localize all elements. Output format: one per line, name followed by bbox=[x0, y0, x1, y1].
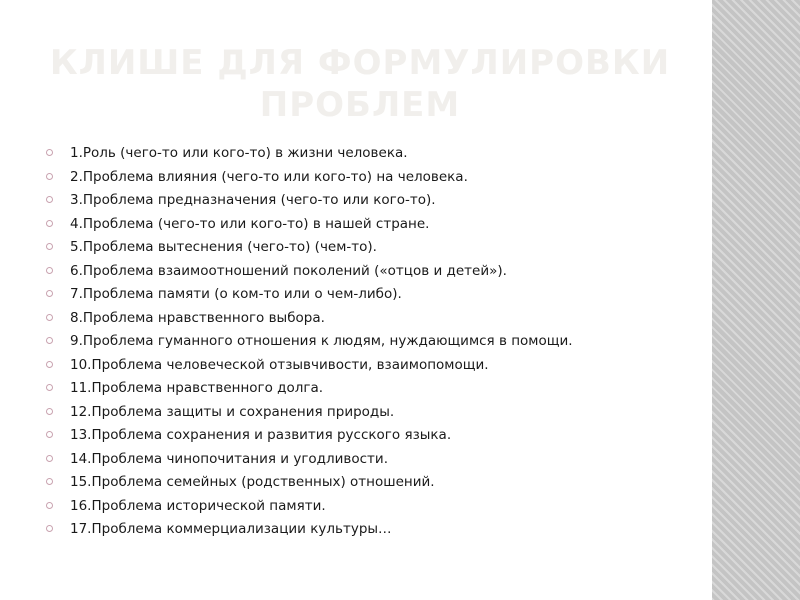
list-item bbox=[46, 283, 706, 307]
list-item-text: 7.Проблема памяти (о ком-то или о чем-либо). bbox=[70, 286, 402, 302]
list-item-text: 3.Проблема предназначения (чего-то или кого-то). bbox=[70, 192, 436, 208]
list-item-text: 15.Проблема семейных (родственных) отношений. bbox=[70, 474, 435, 490]
bullet-icon bbox=[46, 431, 53, 438]
title-line-1: КЛИШЕ ДЛЯ ФОРМУЛИРОВКИ bbox=[49, 43, 671, 83]
bullet-icon bbox=[46, 149, 53, 156]
list-item bbox=[46, 401, 706, 425]
list-item-text: 8.Проблема нравственного выбора. bbox=[70, 309, 325, 326]
bullet-icon bbox=[46, 290, 53, 297]
bullet-icon bbox=[46, 173, 53, 180]
list-item-text: 14.Проблема чинопочитания и угодливости. bbox=[70, 450, 388, 467]
bullet-icon bbox=[46, 243, 53, 250]
bullet-icon bbox=[46, 502, 53, 509]
list-item bbox=[46, 236, 706, 260]
list-item bbox=[46, 307, 706, 331]
list-item bbox=[46, 142, 706, 166]
list-item bbox=[46, 424, 706, 448]
bullet-icon bbox=[46, 267, 53, 274]
list-item bbox=[46, 471, 706, 495]
list-item-text: 2.Проблема влияния (чего-то или кого-то) на человека. bbox=[70, 168, 468, 185]
bullet-icon bbox=[46, 455, 53, 462]
bullet-icon bbox=[46, 220, 53, 227]
list-item-text: 9.Проблема гуманного отношения к людям, нуждающимся в помощи. bbox=[70, 333, 573, 349]
list-item-text: 4.Проблема (чего-то или кого-то) в нашей стране. bbox=[70, 215, 430, 232]
list-item bbox=[46, 189, 706, 213]
slide-title bbox=[40, 42, 680, 126]
list-item bbox=[46, 166, 706, 190]
bullet-icon bbox=[46, 384, 53, 391]
list-item bbox=[46, 213, 706, 237]
list-item bbox=[46, 260, 706, 284]
list-item-text: 13.Проблема сохранения и развития русского языка. bbox=[70, 427, 452, 443]
list-item bbox=[46, 495, 706, 519]
list-item-text: 5.Проблема вытеснения (чего-то) (чем-то). bbox=[70, 239, 377, 255]
list-item-text: 17.Проблема коммерциализации культуры… bbox=[70, 521, 392, 537]
bullet-icon bbox=[46, 337, 53, 344]
list-item bbox=[46, 354, 706, 378]
bullet-icon bbox=[46, 196, 53, 203]
list-item bbox=[46, 518, 706, 542]
bullet-icon bbox=[46, 478, 53, 485]
list-item bbox=[46, 448, 706, 472]
list-item-text: 16.Проблема исторической памяти. bbox=[70, 497, 326, 514]
list-item bbox=[46, 330, 706, 354]
title-line-2: ПРОБЛЕМ bbox=[259, 85, 461, 125]
decorative-side-band bbox=[712, 0, 800, 600]
list-item-text: 1.Роль (чего-то или кого-то) в жизни человека. bbox=[70, 145, 408, 161]
list-item bbox=[46, 377, 706, 401]
list-item-text: 12.Проблема защиты и сохранения природы. bbox=[70, 403, 395, 420]
bullet-icon bbox=[46, 361, 53, 368]
problem-list bbox=[46, 142, 706, 542]
bullet-icon bbox=[46, 525, 53, 532]
list-item-text: 6.Проблема взаимоотношений поколений («отцов и детей»). bbox=[70, 262, 507, 279]
bullet-icon bbox=[46, 314, 53, 321]
list-item-text: 10.Проблема человеческой отзывчивости, взаимопомощи. bbox=[70, 356, 489, 373]
list-item-text: 11.Проблема нравственного долга. bbox=[70, 380, 324, 396]
bullet-icon bbox=[46, 408, 53, 415]
